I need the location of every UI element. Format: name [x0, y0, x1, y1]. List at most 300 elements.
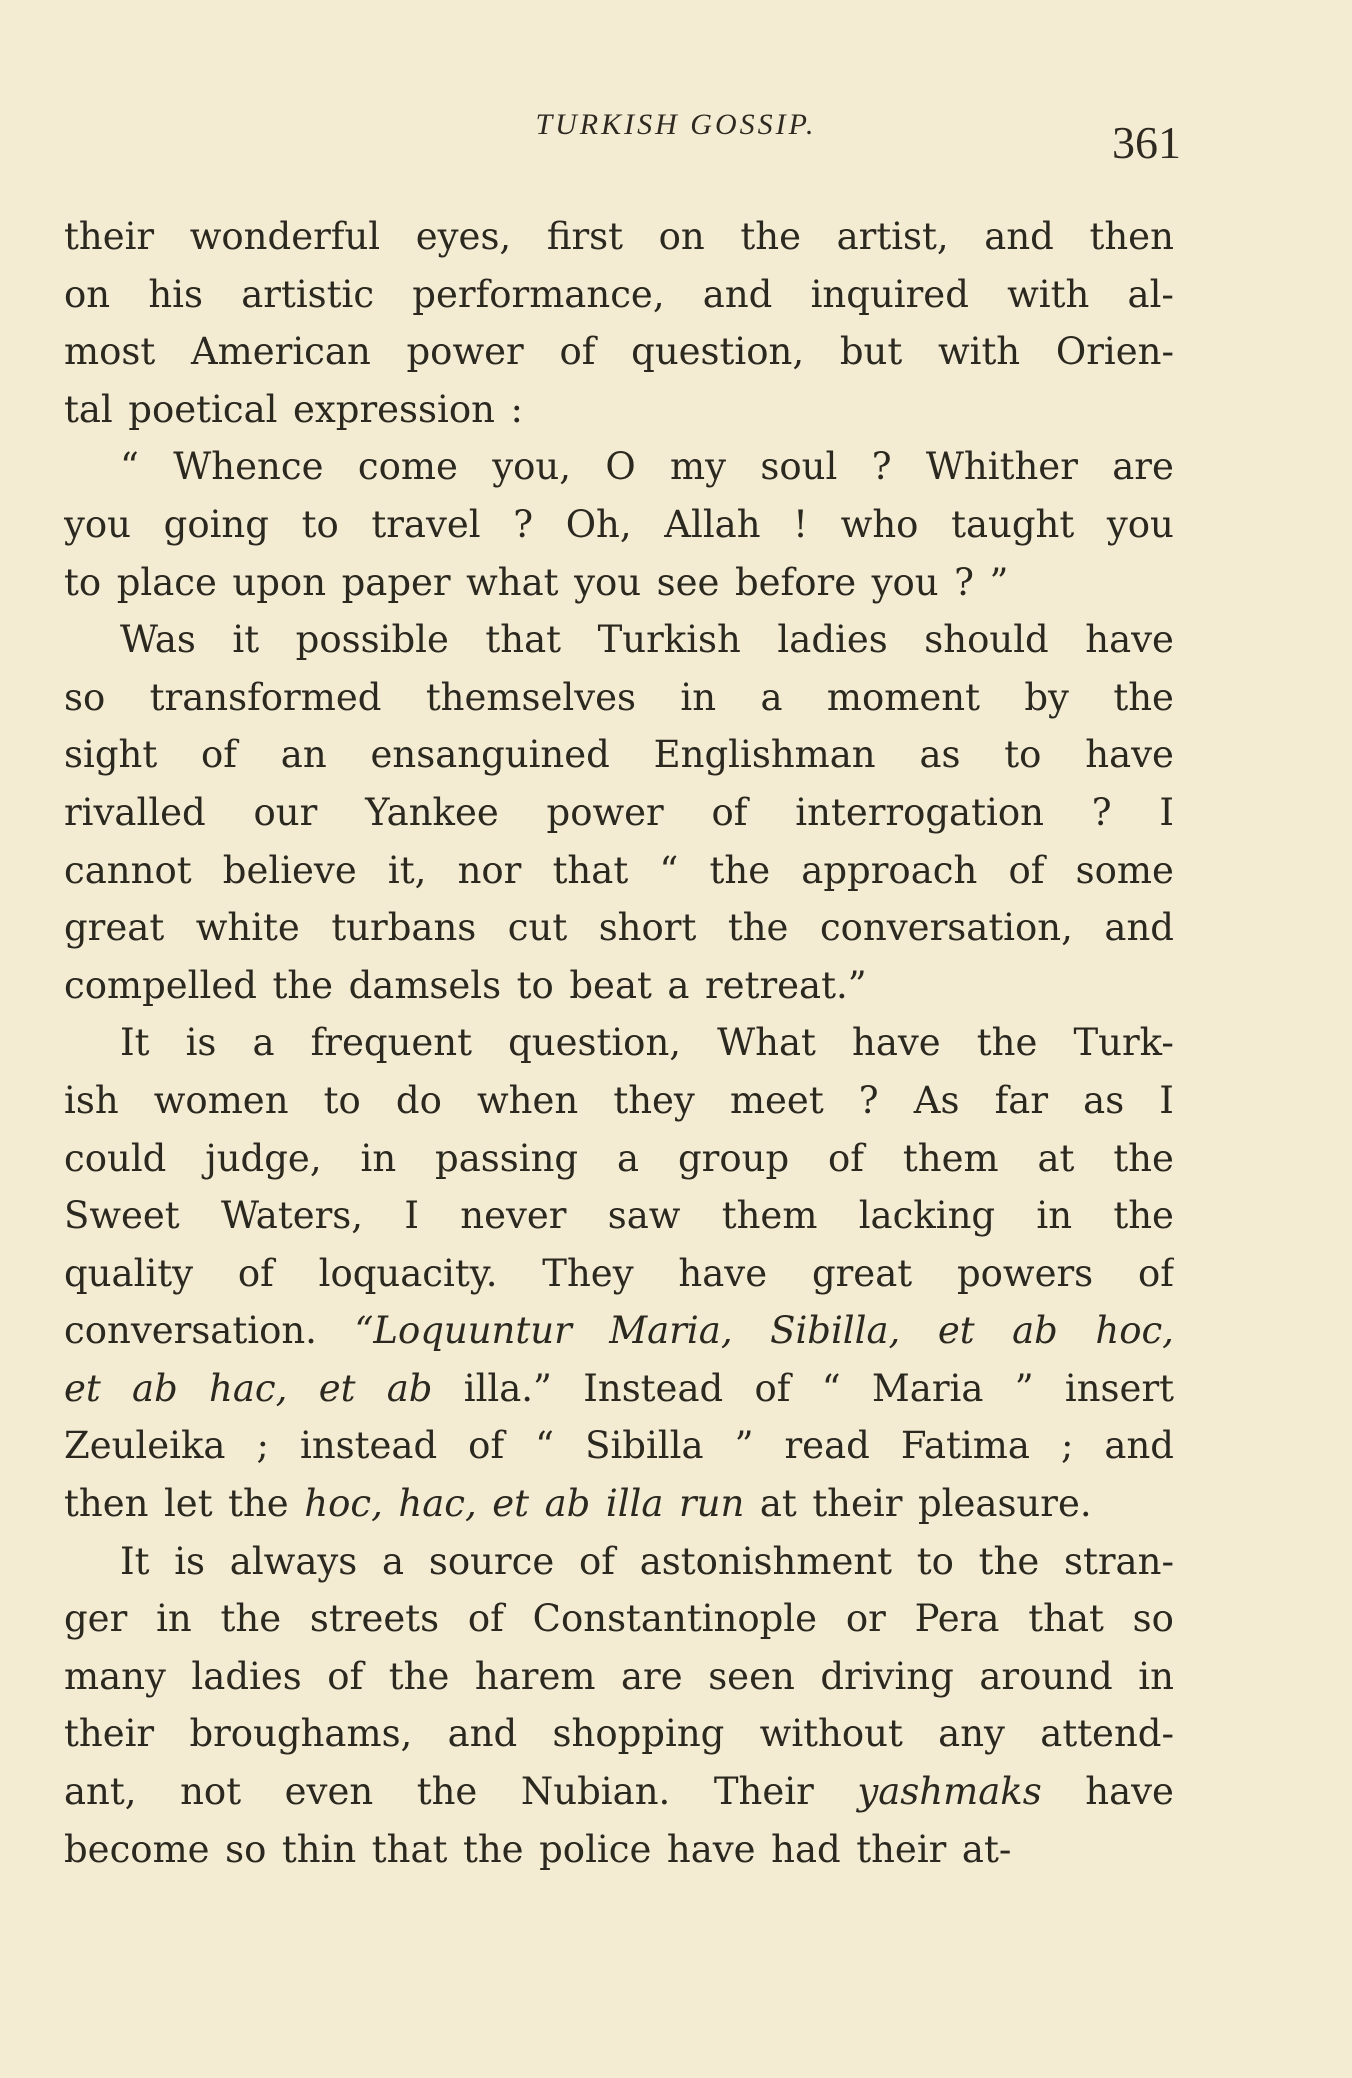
- word: my: [670, 445, 727, 489]
- word: pleasure.: [917, 1482, 1092, 1526]
- word: loquacity.: [318, 1251, 498, 1295]
- word: artistic: [241, 272, 375, 316]
- text-line: [64, 323, 1174, 381]
- word: retreat.”: [705, 963, 867, 1007]
- word: American: [190, 330, 371, 374]
- word: then: [64, 1482, 149, 1526]
- word: ?: [1091, 790, 1112, 834]
- word: so: [225, 1827, 267, 1871]
- text-line: [64, 726, 1174, 784]
- word: illa.”: [463, 1366, 552, 1410]
- word: and: [1104, 1424, 1174, 1468]
- text-line: [64, 1590, 1174, 1648]
- word: themselves: [425, 675, 636, 719]
- word: It: [120, 1539, 150, 1583]
- word: upon: [232, 560, 327, 604]
- word: as: [1083, 1078, 1125, 1122]
- word: have: [678, 1251, 768, 1295]
- word: Zeuleika: [64, 1424, 226, 1468]
- word: taught: [951, 502, 1075, 546]
- word: Sibilla: [585, 1424, 704, 1468]
- word: ab: [544, 1482, 591, 1526]
- word: Yankee: [365, 790, 499, 834]
- word: and: [702, 272, 773, 316]
- word: et: [937, 1309, 975, 1353]
- text-line: [64, 208, 1174, 266]
- word: question,: [631, 330, 805, 374]
- word: ant,: [64, 1770, 137, 1814]
- word: to: [916, 1539, 954, 1583]
- word: of: [754, 1366, 791, 1410]
- word: of: [559, 330, 596, 374]
- word: the: [220, 1597, 282, 1641]
- word: driving: [820, 1654, 954, 1698]
- word: you: [64, 502, 132, 546]
- word: “: [821, 1366, 841, 1410]
- word: around: [979, 1654, 1113, 1698]
- word: “: [535, 1424, 555, 1468]
- word: in: [1036, 1194, 1073, 1238]
- word: let: [163, 1482, 213, 1526]
- word: Turkish: [597, 618, 741, 662]
- word: white: [195, 906, 300, 950]
- word: have: [1085, 733, 1174, 777]
- word: have: [1085, 618, 1174, 662]
- word: Maria,: [609, 1309, 733, 1353]
- paragraph: [64, 1533, 1174, 1879]
- word: !: [793, 502, 809, 546]
- page-number: 361: [1112, 117, 1181, 168]
- word: of: [237, 1251, 274, 1295]
- word: Their: [713, 1770, 814, 1814]
- word: O: [605, 445, 636, 489]
- word: the: [1113, 1136, 1174, 1180]
- text-line: [64, 842, 1174, 900]
- word: in: [156, 1597, 192, 1641]
- word: their: [812, 1482, 903, 1526]
- word: rivalled: [64, 790, 206, 834]
- word: possible: [295, 618, 449, 662]
- word: “: [120, 445, 139, 489]
- word: Maria: [871, 1366, 984, 1410]
- word: Waters,: [220, 1194, 364, 1238]
- word: the: [740, 215, 801, 258]
- word: Sibilla,: [770, 1309, 901, 1353]
- word: What: [717, 1021, 816, 1065]
- word: Whither: [925, 445, 1078, 489]
- word: with: [1007, 272, 1090, 316]
- word: not: [180, 1770, 242, 1814]
- word: cannot: [64, 848, 192, 892]
- body-text: [64, 208, 1174, 1878]
- word: you,: [492, 445, 571, 489]
- word: so: [64, 675, 106, 719]
- word: et: [318, 1366, 356, 1410]
- word: They: [542, 1251, 634, 1295]
- text-line: [64, 554, 1174, 612]
- text-line: [64, 784, 1174, 842]
- text-line: [64, 669, 1174, 727]
- text-line: [64, 1014, 1174, 1072]
- word: on: [658, 215, 705, 258]
- word: approach: [801, 848, 978, 892]
- word: they: [613, 1078, 695, 1122]
- word: place: [116, 560, 217, 604]
- text-line: [64, 1821, 1174, 1879]
- word: sight: [64, 733, 158, 777]
- word: the: [978, 1539, 1040, 1583]
- word: ?: [871, 445, 892, 489]
- word: the: [272, 963, 334, 1007]
- word: even: [284, 1770, 374, 1814]
- word: their: [64, 215, 155, 258]
- word: a: [617, 1136, 640, 1180]
- word: ladies: [191, 1654, 302, 1698]
- word: ish: [64, 1078, 119, 1122]
- word: conversation.: [64, 1309, 317, 1353]
- word: power: [546, 790, 664, 834]
- word: have: [1085, 1770, 1174, 1814]
- word: a: [667, 963, 690, 1007]
- word: far: [994, 1078, 1049, 1122]
- word: many: [64, 1654, 166, 1698]
- word: the: [727, 906, 789, 950]
- word: in: [680, 675, 717, 719]
- word: et: [64, 1366, 101, 1410]
- word: streets: [309, 1597, 440, 1641]
- word: short: [598, 906, 697, 950]
- word: ?: [954, 560, 975, 604]
- word: ab: [1012, 1309, 1058, 1353]
- word: judge,: [205, 1136, 322, 1180]
- word: Was: [120, 618, 196, 662]
- word: shopping: [552, 1712, 725, 1756]
- word: Fatima: [900, 1424, 1030, 1468]
- word: I: [1159, 790, 1174, 834]
- word: performance,: [412, 272, 665, 316]
- word: Turk-: [1073, 1021, 1174, 1065]
- word: I: [404, 1194, 419, 1238]
- word: meet: [729, 1078, 824, 1122]
- word: on: [64, 272, 111, 316]
- word: moment: [826, 675, 980, 719]
- word: passing: [435, 1136, 579, 1180]
- word: of: [711, 790, 748, 834]
- word: are: [621, 1654, 683, 1698]
- word: but: [839, 330, 903, 374]
- word: become: [64, 1827, 210, 1871]
- word: eyes,: [415, 215, 512, 258]
- word: the: [1113, 1194, 1174, 1238]
- word: saw: [607, 1194, 681, 1238]
- word: As: [913, 1078, 960, 1122]
- word: to: [323, 1078, 361, 1122]
- word: soul: [760, 445, 838, 489]
- text-line: [64, 1648, 1174, 1706]
- word: Allah: [664, 502, 761, 546]
- word: do: [395, 1078, 442, 1122]
- word: ger: [64, 1597, 128, 1641]
- word: expression: [293, 387, 495, 431]
- word: the: [462, 1827, 524, 1871]
- word: the: [709, 848, 771, 892]
- word: that: [1028, 1597, 1104, 1641]
- word: so: [1132, 1597, 1174, 1641]
- word: Constantinople: [532, 1597, 818, 1641]
- word: ensanguined: [370, 733, 610, 777]
- word: It: [120, 1021, 150, 1065]
- word: most: [64, 330, 156, 374]
- word: thin: [281, 1827, 357, 1871]
- text-line: [64, 1245, 1174, 1303]
- word: is: [185, 1021, 217, 1065]
- text-line: [64, 899, 1174, 957]
- word: seen: [708, 1654, 795, 1698]
- word: by: [1024, 675, 1069, 719]
- word: broughams,: [189, 1712, 413, 1756]
- word: poetical: [128, 387, 278, 431]
- word: or: [845, 1597, 886, 1641]
- word: to: [64, 560, 102, 604]
- word: conversation,: [819, 906, 1073, 950]
- word: have: [852, 1021, 941, 1065]
- word: had: [771, 1827, 841, 1871]
- word: ;: [1060, 1424, 1074, 1468]
- word: it,: [387, 848, 427, 892]
- word: could: [64, 1136, 167, 1180]
- word: you: [871, 560, 939, 604]
- word: that: [485, 618, 562, 662]
- word: of: [828, 1136, 865, 1180]
- word: hoc,: [304, 1482, 383, 1526]
- text-line: [64, 1187, 1174, 1245]
- word: group: [677, 1136, 790, 1180]
- word: a: [760, 675, 783, 719]
- text-line: [64, 1072, 1174, 1130]
- word: al-: [1127, 272, 1174, 316]
- word: it: [232, 618, 260, 662]
- word: of: [1137, 1251, 1174, 1295]
- word: hac,: [398, 1482, 477, 1526]
- word: of: [578, 1539, 615, 1583]
- word: see: [656, 560, 720, 604]
- word: of: [201, 733, 237, 777]
- word: artist,: [836, 215, 949, 258]
- word: of: [1008, 848, 1045, 892]
- text-line: [64, 1705, 1174, 1763]
- word: have: [666, 1827, 756, 1871]
- word: attend-: [1040, 1712, 1174, 1756]
- word: “: [659, 848, 679, 892]
- word: their: [856, 1827, 947, 1871]
- word: and: [984, 215, 1054, 258]
- word: Instead: [583, 1366, 724, 1410]
- word: read: [784, 1424, 870, 1468]
- text-line: [64, 1417, 1174, 1475]
- word: hoc,: [1095, 1309, 1174, 1353]
- word: at-: [961, 1827, 1012, 1871]
- word: interrogation: [795, 790, 1044, 834]
- word: et: [492, 1482, 530, 1526]
- word: Pera: [914, 1597, 1000, 1641]
- word: great: [811, 1251, 913, 1295]
- paragraph: [64, 438, 1174, 611]
- word: is: [174, 1539, 206, 1583]
- word: never: [460, 1194, 567, 1238]
- word: at: [759, 1482, 797, 1526]
- word: ab: [386, 1366, 433, 1410]
- word: compelled: [64, 963, 257, 1007]
- text-line: [64, 266, 1174, 324]
- text-line: [64, 1533, 1174, 1591]
- word: nor: [457, 848, 522, 892]
- paragraph: [64, 1014, 1174, 1532]
- word: women: [153, 1078, 289, 1122]
- word: Orien-: [1055, 330, 1174, 374]
- word: police: [539, 1827, 652, 1871]
- word: lacking: [858, 1194, 996, 1238]
- word: Oh,: [565, 502, 632, 546]
- paragraph: [64, 208, 1174, 438]
- word: frequent: [310, 1021, 472, 1065]
- text-line: [64, 438, 1174, 496]
- word: transformed: [149, 675, 382, 719]
- word: paper: [341, 560, 451, 604]
- word: instead: [299, 1424, 438, 1468]
- word: turbans: [331, 906, 477, 950]
- text-line: [64, 1130, 1174, 1188]
- word: quality: [64, 1251, 194, 1295]
- word: Sweet: [64, 1194, 180, 1238]
- word: with: [937, 330, 1021, 374]
- word: of: [467, 1597, 504, 1641]
- word: are: [1112, 445, 1174, 489]
- word: our: [253, 790, 318, 834]
- word: to: [516, 963, 554, 1007]
- running-head: TURKISH GOSSIP.: [535, 108, 817, 141]
- word: his: [148, 272, 203, 316]
- word: yashmaks: [857, 1770, 1042, 1814]
- word: ladies: [777, 618, 888, 662]
- word: wonderful: [189, 215, 381, 258]
- word: some: [1075, 848, 1174, 892]
- word: an: [280, 733, 327, 777]
- word: Whence: [173, 445, 324, 489]
- word: in: [1138, 1654, 1174, 1698]
- word: I: [1159, 1078, 1174, 1122]
- word: ?: [858, 1078, 879, 1122]
- word: always: [229, 1539, 358, 1583]
- word: that: [371, 1827, 448, 1871]
- word: Englishman: [653, 733, 876, 777]
- word: you: [574, 560, 642, 604]
- word: harem: [474, 1654, 596, 1698]
- word: what: [466, 560, 559, 604]
- word: insert: [1064, 1366, 1174, 1410]
- word: “Loquuntur: [354, 1309, 572, 1353]
- text-line: [64, 1763, 1174, 1821]
- word: and: [447, 1712, 518, 1756]
- word: without: [759, 1712, 903, 1756]
- text-line: [64, 381, 1174, 439]
- text-line: [64, 611, 1174, 669]
- word: astonishment: [639, 1539, 893, 1583]
- text-line: [64, 1475, 1174, 1533]
- word: the: [976, 1021, 1038, 1065]
- word: and: [1104, 906, 1174, 950]
- word: them: [902, 1136, 999, 1180]
- word: come: [357, 445, 458, 489]
- word: ;: [256, 1424, 269, 1468]
- word: of: [327, 1654, 364, 1698]
- word: at: [1037, 1136, 1075, 1180]
- word: great: [64, 906, 165, 950]
- word: ”: [989, 560, 1009, 604]
- word: the: [1113, 675, 1174, 719]
- word: run: [678, 1482, 745, 1526]
- word: question,: [508, 1021, 682, 1065]
- word: tal: [64, 387, 113, 431]
- word: inquired: [810, 272, 969, 316]
- word: first: [546, 215, 624, 258]
- word: them: [721, 1194, 818, 1238]
- text-line: [64, 496, 1174, 554]
- word: the: [416, 1770, 478, 1814]
- word: to: [1004, 733, 1042, 777]
- word: Nubian.: [520, 1770, 671, 1814]
- word: any: [938, 1712, 1005, 1756]
- word: ”: [1014, 1366, 1034, 1410]
- word: a: [382, 1539, 405, 1583]
- word: should: [924, 618, 1049, 662]
- word: ”: [734, 1424, 754, 1468]
- word: cut: [507, 906, 568, 950]
- word: in: [360, 1136, 397, 1180]
- word: travel: [371, 502, 481, 546]
- word: their: [64, 1712, 155, 1756]
- text-line: [64, 1302, 1174, 1360]
- word: ab: [132, 1366, 178, 1410]
- text-line: [64, 957, 1174, 1015]
- word: then: [1089, 215, 1174, 258]
- word: beat: [569, 963, 652, 1007]
- word: the: [388, 1654, 450, 1698]
- word: a: [252, 1021, 275, 1065]
- text-line: [64, 1360, 1174, 1418]
- word: the: [228, 1482, 289, 1526]
- word: before: [734, 560, 857, 604]
- word: source: [428, 1539, 555, 1583]
- word: of: [468, 1424, 505, 1468]
- word: hac,: [209, 1366, 288, 1410]
- word: illa: [605, 1482, 664, 1526]
- word: to: [301, 502, 339, 546]
- word: powers: [956, 1251, 1094, 1295]
- word: ?: [513, 502, 534, 546]
- word: going: [163, 502, 269, 546]
- word: as: [919, 733, 961, 777]
- word: stran-: [1064, 1539, 1174, 1583]
- paragraph: [64, 611, 1174, 1014]
- word: believe: [222, 848, 357, 892]
- word: :: [510, 387, 523, 431]
- word: when: [476, 1078, 579, 1122]
- word: who: [840, 502, 919, 546]
- word: you: [1106, 502, 1174, 546]
- word: that: [552, 848, 629, 892]
- word: power: [406, 330, 524, 374]
- word: damsels: [348, 963, 502, 1007]
